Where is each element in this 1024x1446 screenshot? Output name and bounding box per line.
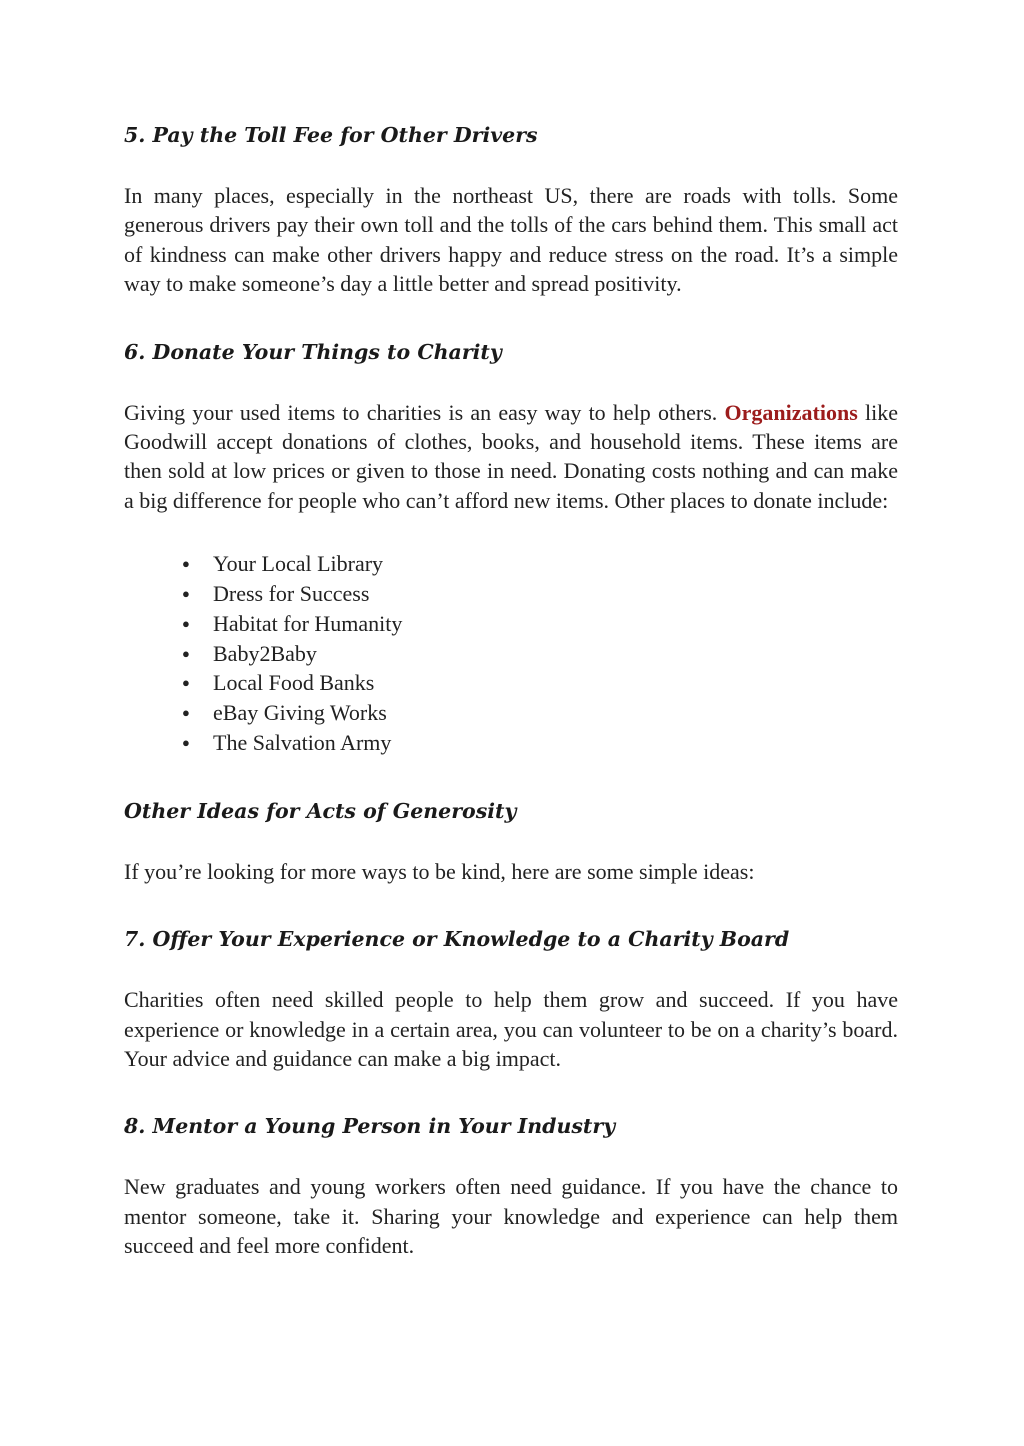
section-8-heading: 8. Mentor a Young Person in Your Industry	[124, 1114, 616, 1139]
other-ideas-heading: Other Ideas for Acts of Generosity	[124, 798, 517, 823]
bullet-icon: ●	[182, 735, 190, 751]
list-item: ● Local Food Banks	[182, 668, 898, 698]
document-page	[124, 120, 898, 1261]
section-6-body	[124, 398, 898, 516]
list-item: ● Dress for Success	[182, 579, 898, 609]
section-6-heading: 6. Donate Your Things to Charity	[124, 339, 502, 364]
list-item: ● Baby2Baby	[182, 639, 898, 669]
bullet-icon: ●	[182, 675, 190, 691]
donation-places-list	[124, 549, 898, 758]
list-item: ● Habitat for Humanity	[182, 609, 898, 639]
bullet-icon: ●	[182, 645, 190, 661]
bullet-icon: ●	[182, 586, 190, 602]
section-8-body: New graduates and young workers often need guidance. If you have the chance to mentor someone, take it. Sharing your knowledge and experience can help them succeed and feel more confident.	[124, 1174, 898, 1259]
bullet-icon: ●	[182, 705, 190, 721]
section-6-body-end: like Goodwill accept donations of clothes, books, and household items. These items are then sold at low prices or given to those in need. Donating costs nothing and can make a big difference for people who can’t afford new items. Other places to donate include:	[124, 399, 898, 513]
bullet-icon: ●	[182, 556, 190, 572]
section-7-body: Charities often need skilled people to help them grow and succeed. If you have experience or knowledge in a certain area, you can volunteer to be on a charity’s board. Your advice and guidance can make a big impact.	[124, 987, 898, 1072]
list-item: ● The Salvation Army	[182, 728, 898, 758]
list-item: ● eBay Giving Works	[182, 698, 898, 728]
organizations-link[interactable]: Organizations	[724, 399, 858, 425]
section-5-heading: 5. Pay the Toll Fee for Other Drivers	[124, 123, 538, 147]
bullet-icon: ●	[182, 615, 190, 631]
section-5-body: In many places, especially in the northeast US, there are roads with tolls. Some generous drivers pay their own toll and the tolls of the cars behind them. This small act of kindness can make other drivers happy and reduce stress on the road. It’s a simple way to make someone’s day a little better and spread positivity.	[124, 183, 898, 297]
section-6-body-start: Giving your used items to charities is an easy way to help others.	[124, 399, 725, 425]
section-7-heading: 7. Offer Your Experience or Knowledge to a Charity Board	[124, 927, 790, 952]
other-ideas-body: If you’re looking for more ways to be kind, here are some simple ideas:	[124, 858, 755, 884]
list-item: ● Your Local Library	[182, 549, 898, 579]
